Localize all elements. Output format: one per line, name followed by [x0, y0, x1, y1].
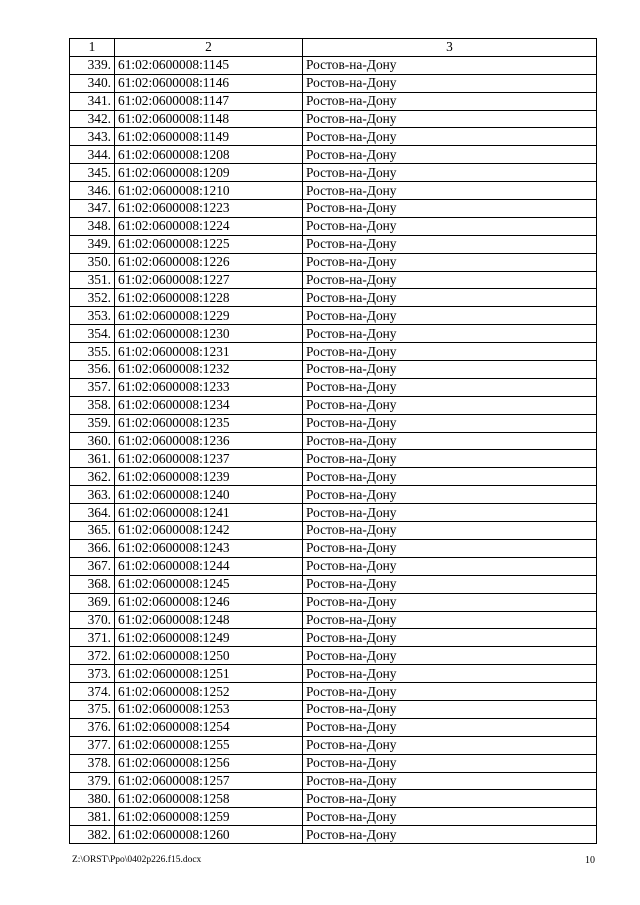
table-row: [70, 450, 597, 468]
cadastral-number-cell: 61:02:0600008:1149: [115, 128, 303, 146]
cadastral-number-cell: 61:02:0600008:1235: [115, 414, 303, 432]
location-cell: Ростов-на-Дону: [303, 522, 597, 540]
cadastral-number-cell: 61:02:0600008:1232: [115, 361, 303, 379]
column-header-2: 2: [115, 39, 303, 57]
table-row: [70, 307, 597, 325]
cadastral-number-cell: 61:02:0600008:1228: [115, 289, 303, 307]
table-row: [70, 700, 597, 718]
row-number-cell: 379.: [70, 772, 115, 790]
table-row: [70, 235, 597, 253]
location-cell: Ростов-на-Дону: [303, 611, 597, 629]
row-number-cell: 360.: [70, 432, 115, 450]
location-cell: Ростов-на-Дону: [303, 110, 597, 128]
table-row: [70, 378, 597, 396]
location-cell: Ростов-на-Дону: [303, 486, 597, 504]
location-cell: Ростов-на-Дону: [303, 432, 597, 450]
location-cell: Ростов-на-Дону: [303, 146, 597, 164]
location-cell: Ростов-на-Дону: [303, 772, 597, 790]
table-row: [70, 164, 597, 182]
cadastral-number-cell: 61:02:0600008:1148: [115, 110, 303, 128]
table-row: [70, 772, 597, 790]
table-row: [70, 74, 597, 92]
table-row: [70, 396, 597, 414]
table-row: [70, 414, 597, 432]
row-number-cell: 350.: [70, 253, 115, 271]
location-cell: Ростов-на-Дону: [303, 736, 597, 754]
location-cell: Ростов-на-Дону: [303, 468, 597, 486]
row-number-cell: 344.: [70, 146, 115, 164]
row-number-cell: 380.: [70, 790, 115, 808]
table-row: [70, 629, 597, 647]
row-number-cell: 347.: [70, 200, 115, 218]
location-cell: Ростов-на-Дону: [303, 718, 597, 736]
cadastral-number-cell: 61:02:0600008:1239: [115, 468, 303, 486]
cadastral-number-cell: 61:02:0600008:1229: [115, 307, 303, 325]
cadastral-number-cell: 61:02:0600008:1248: [115, 611, 303, 629]
table-row: [70, 539, 597, 557]
location-cell: Ростов-на-Дону: [303, 164, 597, 182]
table-row: [70, 557, 597, 575]
cadastral-number-cell: 61:02:0600008:1241: [115, 504, 303, 522]
location-cell: Ростов-на-Дону: [303, 504, 597, 522]
location-cell: Ростов-на-Дону: [303, 450, 597, 468]
row-number-cell: 368.: [70, 575, 115, 593]
cadastral-number-cell: 61:02:0600008:1245: [115, 575, 303, 593]
row-number-cell: 377.: [70, 736, 115, 754]
location-cell: Ростов-на-Дону: [303, 396, 597, 414]
table-body: [70, 56, 597, 843]
row-number-cell: 343.: [70, 128, 115, 146]
location-cell: Ростов-на-Дону: [303, 665, 597, 683]
location-cell: Ростов-на-Дону: [303, 128, 597, 146]
table-row: [70, 683, 597, 701]
location-cell: Ростов-на-Дону: [303, 217, 597, 235]
table-row: [70, 271, 597, 289]
row-number-cell: 362.: [70, 468, 115, 486]
location-cell: Ростов-на-Дону: [303, 754, 597, 772]
row-number-cell: 341.: [70, 92, 115, 110]
location-cell: Ростов-на-Дону: [303, 414, 597, 432]
location-cell: Ростов-на-Дону: [303, 575, 597, 593]
location-cell: Ростов-на-Дону: [303, 790, 597, 808]
table-row: [70, 522, 597, 540]
cadastral-number-cell: 61:02:0600008:1259: [115, 808, 303, 826]
cadastral-number-cell: 61:02:0600008:1251: [115, 665, 303, 683]
table-row: [70, 754, 597, 772]
cadastral-number-cell: 61:02:0600008:1210: [115, 182, 303, 200]
table-row: [70, 611, 597, 629]
row-number-cell: 359.: [70, 414, 115, 432]
row-number-cell: 358.: [70, 396, 115, 414]
column-header-3: 3: [303, 39, 597, 57]
location-cell: Ростов-на-Дону: [303, 593, 597, 611]
row-number-cell: 355.: [70, 343, 115, 361]
table-row: [70, 593, 597, 611]
table-row: [70, 110, 597, 128]
table-row: [70, 361, 597, 379]
row-number-cell: 378.: [70, 754, 115, 772]
row-number-cell: 346.: [70, 182, 115, 200]
location-cell: Ростов-на-Дону: [303, 361, 597, 379]
row-number-cell: 366.: [70, 539, 115, 557]
cadastral-number-cell: 61:02:0600008:1147: [115, 92, 303, 110]
row-number-cell: 376.: [70, 718, 115, 736]
page-number: 10: [585, 855, 595, 866]
cadastral-number-cell: 61:02:0600008:1253: [115, 700, 303, 718]
cadastral-number-cell: 61:02:0600008:1242: [115, 522, 303, 540]
cadastral-number-cell: 61:02:0600008:1146: [115, 74, 303, 92]
cadastral-number-cell: 61:02:0600008:1237: [115, 450, 303, 468]
cadastral-number-cell: 61:02:0600008:1260: [115, 826, 303, 844]
location-cell: Ростов-на-Дону: [303, 325, 597, 343]
location-cell: Ростов-на-Дону: [303, 808, 597, 826]
location-cell: Ростов-на-Дону: [303, 92, 597, 110]
table-row: [70, 575, 597, 593]
cadastral-number-cell: 61:02:0600008:1236: [115, 432, 303, 450]
location-cell: Ростов-на-Дону: [303, 343, 597, 361]
footer-file-path: Z:\ORST\Ppo\0402p226.f15.docx: [72, 855, 202, 865]
row-number-cell: 381.: [70, 808, 115, 826]
cadastral-number-cell: 61:02:0600008:1249: [115, 629, 303, 647]
cadastral-number-cell: 61:02:0600008:1231: [115, 343, 303, 361]
row-number-cell: 375.: [70, 700, 115, 718]
table-row: [70, 325, 597, 343]
row-number-cell: 339.: [70, 56, 115, 74]
table-row: [70, 253, 597, 271]
table-row: [70, 200, 597, 218]
row-number-cell: 369.: [70, 593, 115, 611]
cadastral-number-cell: 61:02:0600008:1258: [115, 790, 303, 808]
row-number-cell: 345.: [70, 164, 115, 182]
table-row: [70, 432, 597, 450]
cadastral-number-cell: 61:02:0600008:1243: [115, 539, 303, 557]
row-number-cell: 371.: [70, 629, 115, 647]
table-row: [70, 718, 597, 736]
cadastral-number-cell: 61:02:0600008:1226: [115, 253, 303, 271]
row-number-cell: 374.: [70, 683, 115, 701]
cadastral-number-cell: 61:02:0600008:1208: [115, 146, 303, 164]
row-number-cell: 365.: [70, 522, 115, 540]
row-number-cell: 357.: [70, 378, 115, 396]
location-cell: Ростов-на-Дону: [303, 56, 597, 74]
table-row: [70, 146, 597, 164]
location-cell: Ростов-на-Дону: [303, 647, 597, 665]
location-cell: Ростов-на-Дону: [303, 307, 597, 325]
cadastral-number-cell: 61:02:0600008:1223: [115, 200, 303, 218]
cadastral-table: [69, 38, 597, 844]
cadastral-number-cell: 61:02:0600008:1257: [115, 772, 303, 790]
location-cell: Ростов-на-Дону: [303, 557, 597, 575]
location-cell: Ростов-на-Дону: [303, 200, 597, 218]
row-number-cell: 361.: [70, 450, 115, 468]
row-number-cell: 353.: [70, 307, 115, 325]
cadastral-number-cell: 61:02:0600008:1234: [115, 396, 303, 414]
location-cell: Ростов-на-Дону: [303, 700, 597, 718]
table-row: [70, 504, 597, 522]
cadastral-number-cell: 61:02:0600008:1255: [115, 736, 303, 754]
location-cell: Ростов-на-Дону: [303, 629, 597, 647]
cadastral-number-cell: 61:02:0600008:1209: [115, 164, 303, 182]
table-row: [70, 182, 597, 200]
row-number-cell: 363.: [70, 486, 115, 504]
cadastral-number-cell: 61:02:0600008:1224: [115, 217, 303, 235]
row-number-cell: 351.: [70, 271, 115, 289]
table-row: [70, 808, 597, 826]
cadastral-number-cell: 61:02:0600008:1225: [115, 235, 303, 253]
location-cell: Ростов-на-Дону: [303, 826, 597, 844]
cadastral-number-cell: 61:02:0600008:1233: [115, 378, 303, 396]
row-number-cell: 382.: [70, 826, 115, 844]
cadastral-number-cell: 61:02:0600008:1227: [115, 271, 303, 289]
location-cell: Ростов-на-Дону: [303, 182, 597, 200]
column-header-1: 1: [70, 39, 115, 57]
row-number-cell: 354.: [70, 325, 115, 343]
table-row: [70, 468, 597, 486]
cadastral-number-cell: 61:02:0600008:1246: [115, 593, 303, 611]
location-cell: Ростов-на-Дону: [303, 271, 597, 289]
location-cell: Ростов-на-Дону: [303, 235, 597, 253]
row-number-cell: 364.: [70, 504, 115, 522]
row-number-cell: 356.: [70, 361, 115, 379]
table-row: [70, 92, 597, 110]
table-row: [70, 128, 597, 146]
cadastral-number-cell: 61:02:0600008:1254: [115, 718, 303, 736]
row-number-cell: 352.: [70, 289, 115, 307]
location-cell: Ростов-на-Дону: [303, 539, 597, 557]
row-number-cell: 349.: [70, 235, 115, 253]
cadastral-number-cell: 61:02:0600008:1244: [115, 557, 303, 575]
cadastral-number-cell: 61:02:0600008:1230: [115, 325, 303, 343]
table-row: [70, 486, 597, 504]
cadastral-number-cell: 61:02:0600008:1240: [115, 486, 303, 504]
row-number-cell: 367.: [70, 557, 115, 575]
location-cell: Ростов-на-Дону: [303, 253, 597, 271]
location-cell: Ростов-на-Дону: [303, 74, 597, 92]
location-cell: Ростов-на-Дону: [303, 289, 597, 307]
row-number-cell: 373.: [70, 665, 115, 683]
table-header-row: [70, 39, 597, 57]
row-number-cell: 348.: [70, 217, 115, 235]
table-row: [70, 647, 597, 665]
cadastral-number-cell: 61:02:0600008:1256: [115, 754, 303, 772]
row-number-cell: 370.: [70, 611, 115, 629]
location-cell: Ростов-на-Дону: [303, 683, 597, 701]
row-number-cell: 372.: [70, 647, 115, 665]
table-row: [70, 790, 597, 808]
table-row: [70, 56, 597, 74]
row-number-cell: 342.: [70, 110, 115, 128]
table-row: [70, 343, 597, 361]
cadastral-number-cell: 61:02:0600008:1145: [115, 56, 303, 74]
cadastral-number-cell: 61:02:0600008:1252: [115, 683, 303, 701]
table-row: [70, 736, 597, 754]
table-row: [70, 826, 597, 844]
row-number-cell: 340.: [70, 74, 115, 92]
table-row: [70, 217, 597, 235]
table-row: [70, 289, 597, 307]
cadastral-number-cell: 61:02:0600008:1250: [115, 647, 303, 665]
table-row: [70, 665, 597, 683]
location-cell: Ростов-на-Дону: [303, 378, 597, 396]
